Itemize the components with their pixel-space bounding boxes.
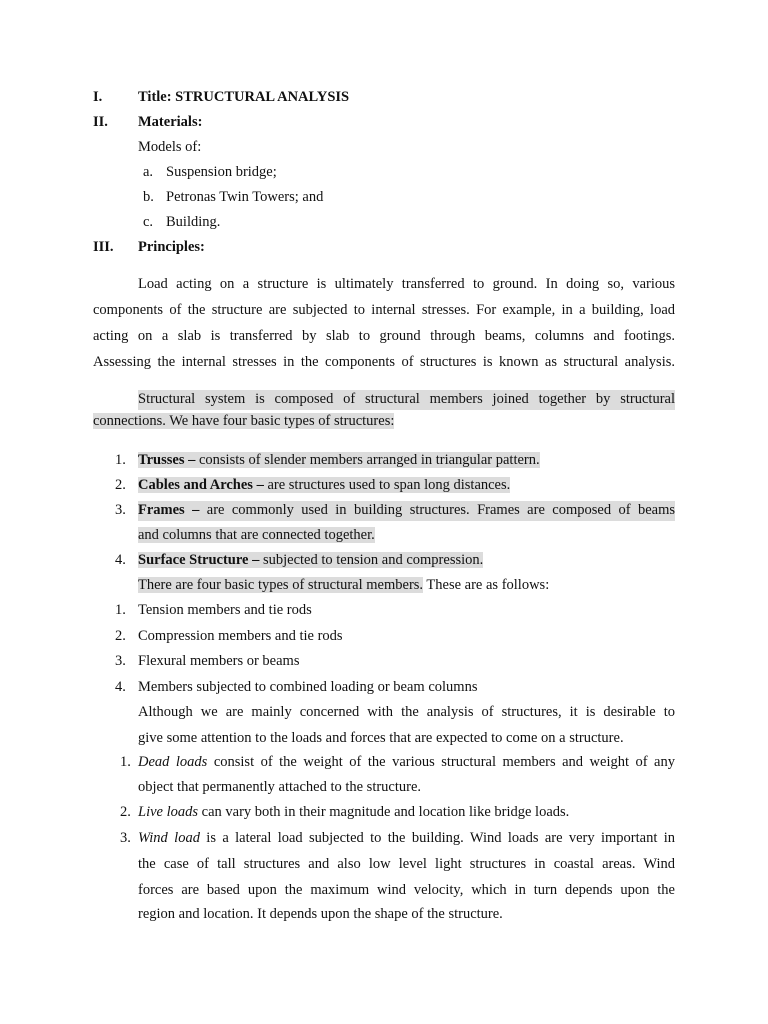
list-item (138, 750, 675, 776)
term: Frames – (138, 502, 200, 518)
section-numeral-1: I. (93, 89, 103, 105)
list-item (138, 826, 675, 852)
section-numeral-2: II. (93, 114, 108, 130)
list-item: Flexural members or beams (138, 653, 300, 669)
list-marker: 2. (115, 628, 126, 644)
materials-item: Suspension bridge; (166, 164, 277, 180)
description: subjected to tension and compression. (259, 552, 484, 568)
term: Wind load (138, 830, 200, 846)
list-marker: 3. (120, 830, 131, 846)
members-intro-rest: These are as follows: (423, 577, 550, 593)
description: consist of the weight of the various structural members and weight of any (207, 754, 675, 770)
list-item: Members subjected to combined loading or beam columns (138, 679, 478, 695)
paragraph-line-highlighted: Structural system is composed of structural members joined together by structural (138, 391, 675, 407)
term: Live loads (138, 804, 199, 820)
description: can vary both in their magnitude and location like bridge loads. (198, 804, 570, 820)
section-heading-title: Title: STRUCTURAL ANALYSIS (138, 89, 350, 105)
list-item (138, 551, 483, 569)
paragraph-line: Although we are mainly concerned with the analysis of structures, it is desirable to (138, 704, 675, 720)
description: are structures used to span long distances. (263, 477, 511, 493)
list-marker: 1. (115, 452, 126, 468)
description-continued: forces are based upon the maximum wind velocity, which in turn depends upon the (138, 882, 675, 898)
list-marker: 1. (115, 602, 126, 618)
section-heading-principles: Principles: (138, 239, 205, 255)
term: Surface Structure – (138, 552, 260, 568)
paragraph-line: give some attention to the loads and forces that are expected to come on a structure. (138, 730, 624, 746)
materials-item: Building. (166, 214, 221, 230)
description-continued: object that permanently attached to the structure. (138, 779, 422, 795)
list-marker: 1. (120, 754, 131, 770)
section-numeral-3: III. (93, 239, 114, 255)
list-marker: 2. (120, 804, 131, 820)
list-marker: 4. (115, 552, 126, 568)
paragraph-line: Assessing the internal stresses in the components of structures is known as structural analysis. (93, 354, 675, 370)
paragraph-line-highlighted: connections. We have four basic types of structures: (93, 413, 395, 429)
term: Trusses – (138, 452, 196, 468)
materials-intro: Models of: (138, 139, 202, 155)
materials-item: Petronas Twin Towers; and (166, 189, 324, 205)
members-intro-highlighted: There are four basic types of structural members. (138, 577, 424, 593)
description: consists of slender members arranged in triangular pattern. (195, 452, 540, 468)
list-marker: 3. (115, 502, 126, 518)
paragraph-line: acting on a slab is transferred by slab to ground through beams, columns and footings. (93, 328, 675, 344)
paragraph-line: components of the structure are subjected to internal stresses. For example, in a building, load (93, 302, 675, 318)
members-intro (138, 576, 549, 594)
list-marker: 3. (115, 653, 126, 669)
description-continued: the case of tall structures and also low level light structures in coastal areas. Wind (138, 856, 675, 872)
list-marker: 4. (115, 679, 126, 695)
list-item: Tension members and tie rods (138, 602, 312, 618)
list-item: Compression members and tie rods (138, 628, 343, 644)
materials-marker: a. (143, 164, 154, 180)
paragraph-line: Load acting on a structure is ultimately transferred to ground. In doing so, various (138, 276, 675, 292)
materials-marker: b. (143, 189, 154, 205)
list-item (138, 451, 540, 469)
description: are commonly used in building structures. Frames are composed of beams (199, 502, 675, 518)
term: Dead loads (138, 754, 208, 770)
description-continued: region and location. It depends upon the shape of the structure. (138, 906, 503, 922)
description: is a lateral load subjected to the building. Wind loads are very important in (199, 830, 676, 846)
materials-marker: c. (143, 214, 154, 230)
list-marker: 2. (115, 477, 126, 493)
list-item (138, 498, 675, 524)
description-continued: and columns that are connected together. (138, 527, 375, 543)
term: Cables and Arches – (138, 477, 264, 493)
list-item (138, 476, 510, 494)
section-heading-materials: Materials: (138, 114, 203, 130)
list-item (138, 803, 569, 821)
